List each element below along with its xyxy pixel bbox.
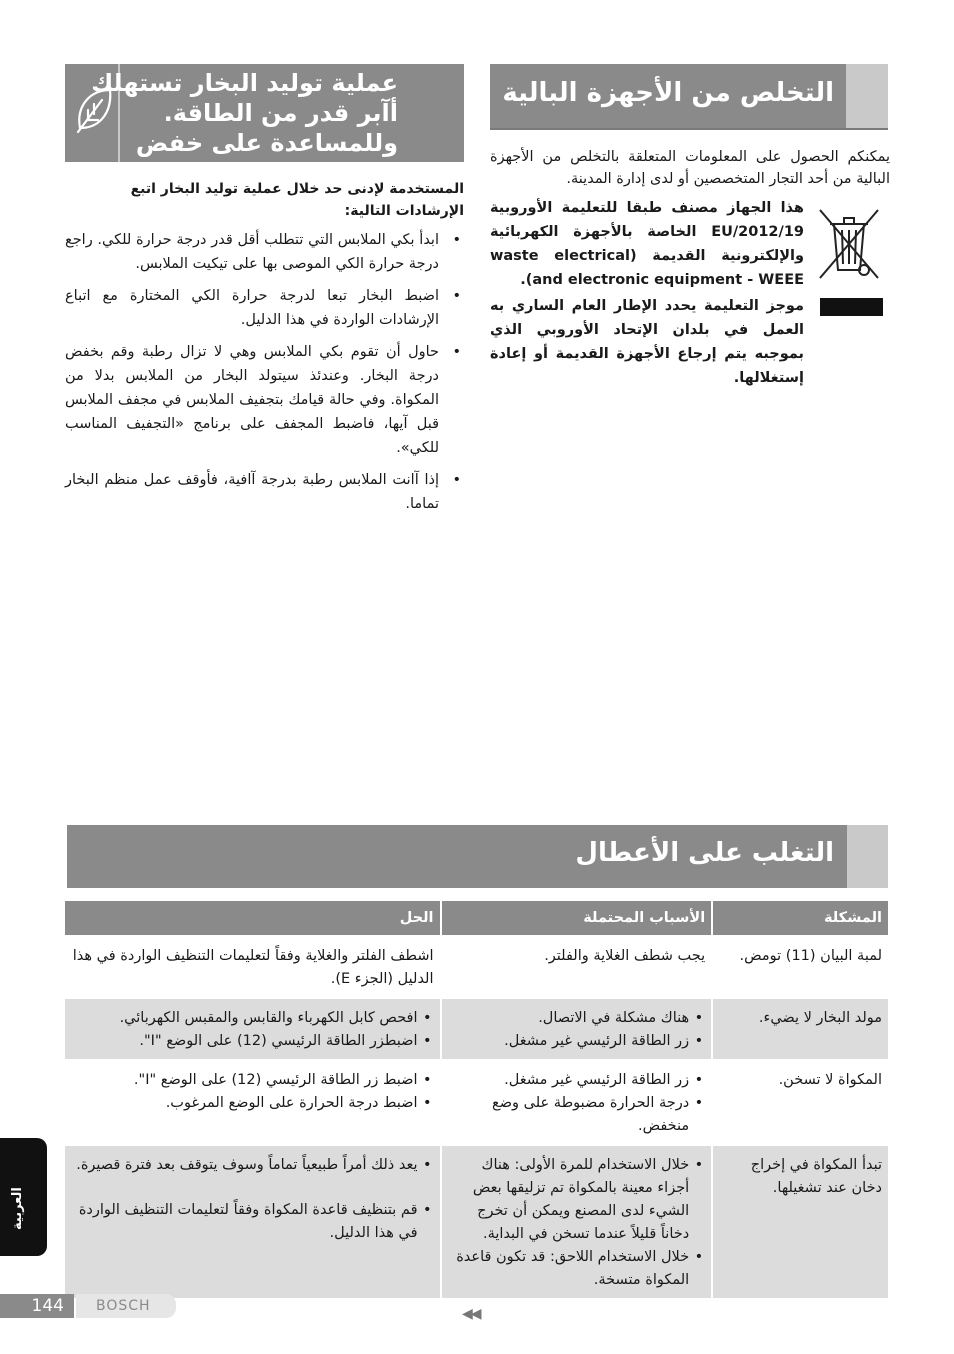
table-row xyxy=(64,1060,888,1145)
list-item: • اضبطزر الطاقة الرئيسي (12) على الوضع "I". xyxy=(139,1033,432,1049)
list-item: • ابدأ بكي الملابس التي تتطلب أقل قدر درجة حرارة للكي. راجع درجة حرارة الكي الموصى بها على تيكيت الملابس. xyxy=(65,232,461,272)
cause-cell xyxy=(441,1060,713,1145)
list-item: • زر الطاقة الرئيسي غير مشغل. xyxy=(504,1033,704,1049)
weee-note-text: موجز التعليمة يحدد الإطار العام الساري به العمل في بلدان الإتحاد الأوروبي الذي بموجبه يتم إرجاع الأجهزة القديمة أو إعادة إستغلالها. xyxy=(490,298,804,386)
header-cause: الأسباب المحتملة xyxy=(441,901,713,936)
crossed-out-bin-icon xyxy=(816,204,882,284)
troubleshooting-title: التغلب على الأعطال xyxy=(575,838,834,868)
energy-title-line2: أآبر قدر من الطاقة. xyxy=(163,99,398,127)
header-accent xyxy=(847,825,888,888)
problem-cell: مولد البخار لا يضيء. xyxy=(712,998,888,1060)
list-item: • اضبط زر الطاقة الرئيسي (12) على الوضع "I". xyxy=(133,1072,432,1088)
list-item: • درجة الحرارة مضبوطة على وضع منخفض. xyxy=(492,1095,704,1134)
table-header-row xyxy=(64,901,888,936)
list-item: • اضبط البخار تبعا لدرجة حرارة الكي المختارة مع اتباع الإرشادات الواردة في هذا الدليل. xyxy=(65,288,461,328)
disposal-title: التخلص من الأجهزة البالية xyxy=(502,78,834,108)
list-item: • قم بتنظيف قاعدة المكواة وفقاً لتعليمات التنظيف الواردة في هذا الدليل. xyxy=(78,1202,432,1241)
list-item: • افحص كابل الكهرباء والقابس والمقبس الكهربائي. xyxy=(119,1010,432,1026)
list-item: • اضبط درجة الحرارة على الوضع المرغوب. xyxy=(165,1095,432,1111)
double-arrow-left-icon: ◀◀ xyxy=(462,1306,480,1322)
energy-title-line3: وللمساعدة على خفض الطاقة xyxy=(135,129,398,187)
troubleshooting-table xyxy=(63,901,888,1298)
language-tab xyxy=(0,1138,47,1256)
list-item: • هناك مشكلة في الاتصال. xyxy=(538,1010,704,1026)
header-problem: المشكلة xyxy=(712,901,888,936)
troubleshooting-section-header xyxy=(67,825,888,888)
divider xyxy=(490,128,888,130)
problem-cell: تبدأ المكواة في إخراج دخان عند تشغيلها. xyxy=(712,1145,888,1298)
list-item: • يعد ذلك أمراً طبيعياً تماماً وسوف يتوقف بعد فترة قصيرة. xyxy=(76,1157,432,1173)
list-item: • إذا آانت الملابس رطبة بدرجة آافية، فأوقف عمل منظم البخار تماما. xyxy=(65,472,461,512)
list-item: • خلال الاستخدام اللاحق: قد تكون قاعدة المكواة متسخة. xyxy=(456,1249,704,1288)
energy-section-header xyxy=(65,64,464,187)
energy-lead-text: المستخدمة لإدنى حد خلال عملية توليد البخار اتبع الإرشادات التالية: xyxy=(130,181,464,219)
weee-directive-text: هذا الجهاز مصنف طبقا للتعليمة الأوروبية EU/2012/19 الخاصة بالأجهزة الكهربائية والإلكترونية القديمة (waste electrical and electronic equipment - WEEE). xyxy=(490,200,804,288)
list-item: • خلال الاستخدام للمرة الأولى: هناك أجزاء معينة بالمكواة تم تزليقها بعض الشيء لدى المصنع ويمكن أن تخرج دخاناً قليلاً عندما تسخن في البداية. xyxy=(472,1157,704,1242)
header-accent xyxy=(846,64,888,128)
list-item: • حاول أن تقوم بكي الملابس وهي لا تزال رطبة وقم بخفض درجة البخار. وعندئذ سيتولد البخار من الملابس بدلا من المكواة. وفي حالة قيامك بتجفيف الملابس في مجفف الملابس قبل آيها، فاضبط المجفف على برنامج «التجفيف المناسب للكي». xyxy=(65,344,461,456)
problem-cell: المكواة لا تسخن. xyxy=(712,1060,888,1145)
leaf-icon xyxy=(72,84,116,136)
page-number: 144 xyxy=(0,1294,74,1318)
table-row xyxy=(64,998,888,1060)
list-item: • زر الطاقة الرئيسي غير مشغل. xyxy=(504,1072,704,1088)
solution-cell xyxy=(64,1145,441,1298)
problem-cell: لمبة البيان (11) تومض. xyxy=(712,936,888,998)
solution-cell xyxy=(64,1060,441,1145)
spacer xyxy=(71,1177,434,1199)
cause-cell: يجب شطف الغلاية والفلتر. xyxy=(441,936,713,998)
language-tab-label: العربية xyxy=(10,1187,25,1230)
disposal-section-header xyxy=(490,64,888,128)
disposal-intro: يمكنكم الحصول على المعلومات المتعلقة بالتخلص من الأجهزة البالية من أحد التجار المتخصصين أو لدى إدارة المدينة. xyxy=(490,149,890,187)
energy-title-line1: عملية توليد البخار تستهلك xyxy=(91,69,398,97)
energy-tips-list xyxy=(65,228,465,524)
brand-label: BOSCH xyxy=(76,1294,176,1318)
table-row xyxy=(64,936,888,998)
cause-cell xyxy=(441,1145,713,1298)
weee-black-bar xyxy=(820,298,883,316)
header-solution: الحل xyxy=(64,901,441,936)
solution-cell: اشطف الفلتر والغلاية وفقاً لتعليمات التنظيف الواردة في هذا الدليل (الجزء E). xyxy=(64,936,441,998)
solution-cell xyxy=(64,998,441,1060)
table-row xyxy=(64,1145,888,1298)
cause-cell xyxy=(441,998,713,1060)
